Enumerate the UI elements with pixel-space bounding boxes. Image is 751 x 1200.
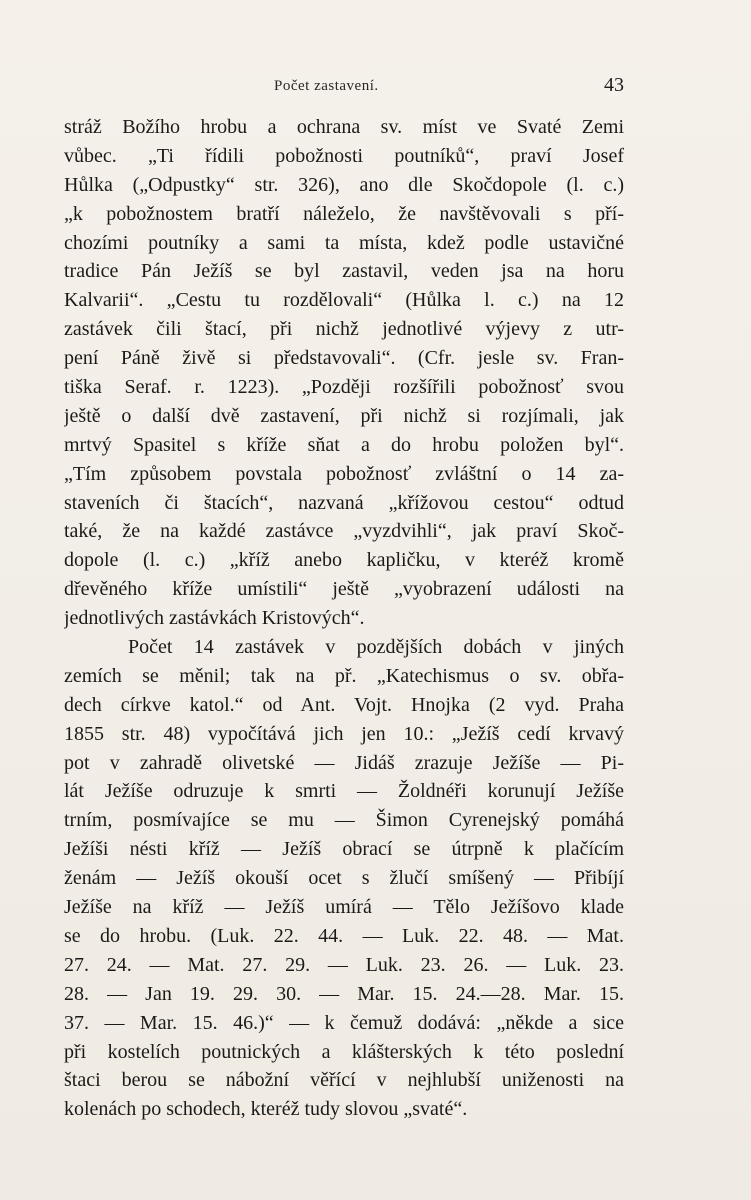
text-line: „k pobožnostem bratří náleželo, že navštěvovali s pří- [64,202,624,225]
text-line: Kalvarii“. „Cestu tu rozdělovali“ (Hůlka l. c.) na 12 [64,289,624,312]
text-line: lát Ježíše odruzuje k smrti — Žoldnéři korunují Ježíše [64,780,624,803]
text-line: kolenách po schodech, kteréž tudy slovou „svaté“. [64,1098,468,1121]
text-line: vůbec. „Ti řídili pobožnosti poutníků“, praví Josef [64,144,624,167]
text-line: 37. — Mar. 15. 46.)“ — k čemuž dodává: „někde a sice [64,1011,624,1034]
text-line: 28. — Jan 19. 29. 30. — Mar. 15. 24.—28. Mar. 15. [64,982,624,1005]
paragraph-start-line: Počet 14 zastávek v pozdějších dobách v jiných [128,636,624,659]
text-line: ženám — Ježíš okouší ocet s žlučí smíšený — Přibíjí [64,867,624,890]
text-line: jednotlivých zastávkách Kristových“. [64,607,365,630]
text-line: pení Páně živě si představovali“. (Cfr. jesle sv. Fran- [64,347,624,370]
body-text [64,113,624,1124]
text-line: „Tím způsobem povstala pobožnosť zvláštní o 14 za- [64,462,624,485]
text-line: tradice Pán Ježíš se byl zastavil, veden jsa na horu [64,260,624,283]
text-line: stráž Božího hrobu a ochrana sv. míst ve Svaté Zemi [64,116,624,138]
text-line: se do hrobu. (Luk. 22. 44. — Luk. 22. 48. — Mat. [64,924,624,947]
page-number: 43 [604,74,624,96]
text-line: staveních či štacích“, nazvaná „křížovou cestou“ odtud [64,491,624,514]
text-line: tiška Seraf. r. 1223). „Později rozšířili pobožnosť svou [64,376,624,399]
text-line: ještě o další dvě zastavení, při nichž si rozjímali, jak [64,404,624,427]
text-line: zemích se měnil; tak na př. „Katechismus o sv. obřa- [64,664,624,687]
text-line: také, že na každé zastávce „vyzdvihli“, jak praví Skoč- [64,520,624,543]
text-line: mrtvý Spasitel s kříže sňat a do hrobu položen byl“. [64,433,624,456]
text-line: chozími poutníky a sami ta místa, kdež podle ustavičné [64,231,624,254]
running-title: Počet zastavení. [274,78,379,94]
text-line: Ježíše na kříž — Ježíš umírá — Tělo Ježíšovo klade [64,896,624,919]
text-line: 27. 24. — Mat. 27. 29. — Luk. 23. 26. — Luk. 23. [64,953,624,976]
text-line: Hůlka („Odpustky“ str. 326), ano dle Skočdopole (l. c.) [64,173,624,196]
text-line: při kostelích poutnických a klášterských k této poslední [64,1040,624,1063]
text-line: 1855 str. 48) vypočítává jich jen 10.: „Ježíš cedí krvavý [64,722,624,745]
text-line: pot v zahradě olivetské — Jidáš zrazuje Ježíše — Pi- [64,751,624,774]
text-line: zastávek čili štací, při nichž jednotlivé výjevy z utr- [64,318,624,341]
text-line: dřevěného kříže umístili“ ještě „vyobrazení události na [64,578,624,601]
text-line: štaci berou se nábožní věřící v nejhlubší uniženosti na [64,1069,624,1092]
text-line: Ježíši nésti kříž — Ježíš obrací se útrpně k plačícím [64,838,624,861]
text-line: dech církve katol.“ od Ant. Vojt. Hnojka (2 vyd. Praha [64,693,624,716]
page-header [64,74,624,98]
text-line: dopole (l. c.) „kříž anebo kapličku, v kteréž kromě [64,549,624,572]
text-line: trním, posmívajíce se mu — Šimon Cyrenejský pomáhá [64,809,624,832]
